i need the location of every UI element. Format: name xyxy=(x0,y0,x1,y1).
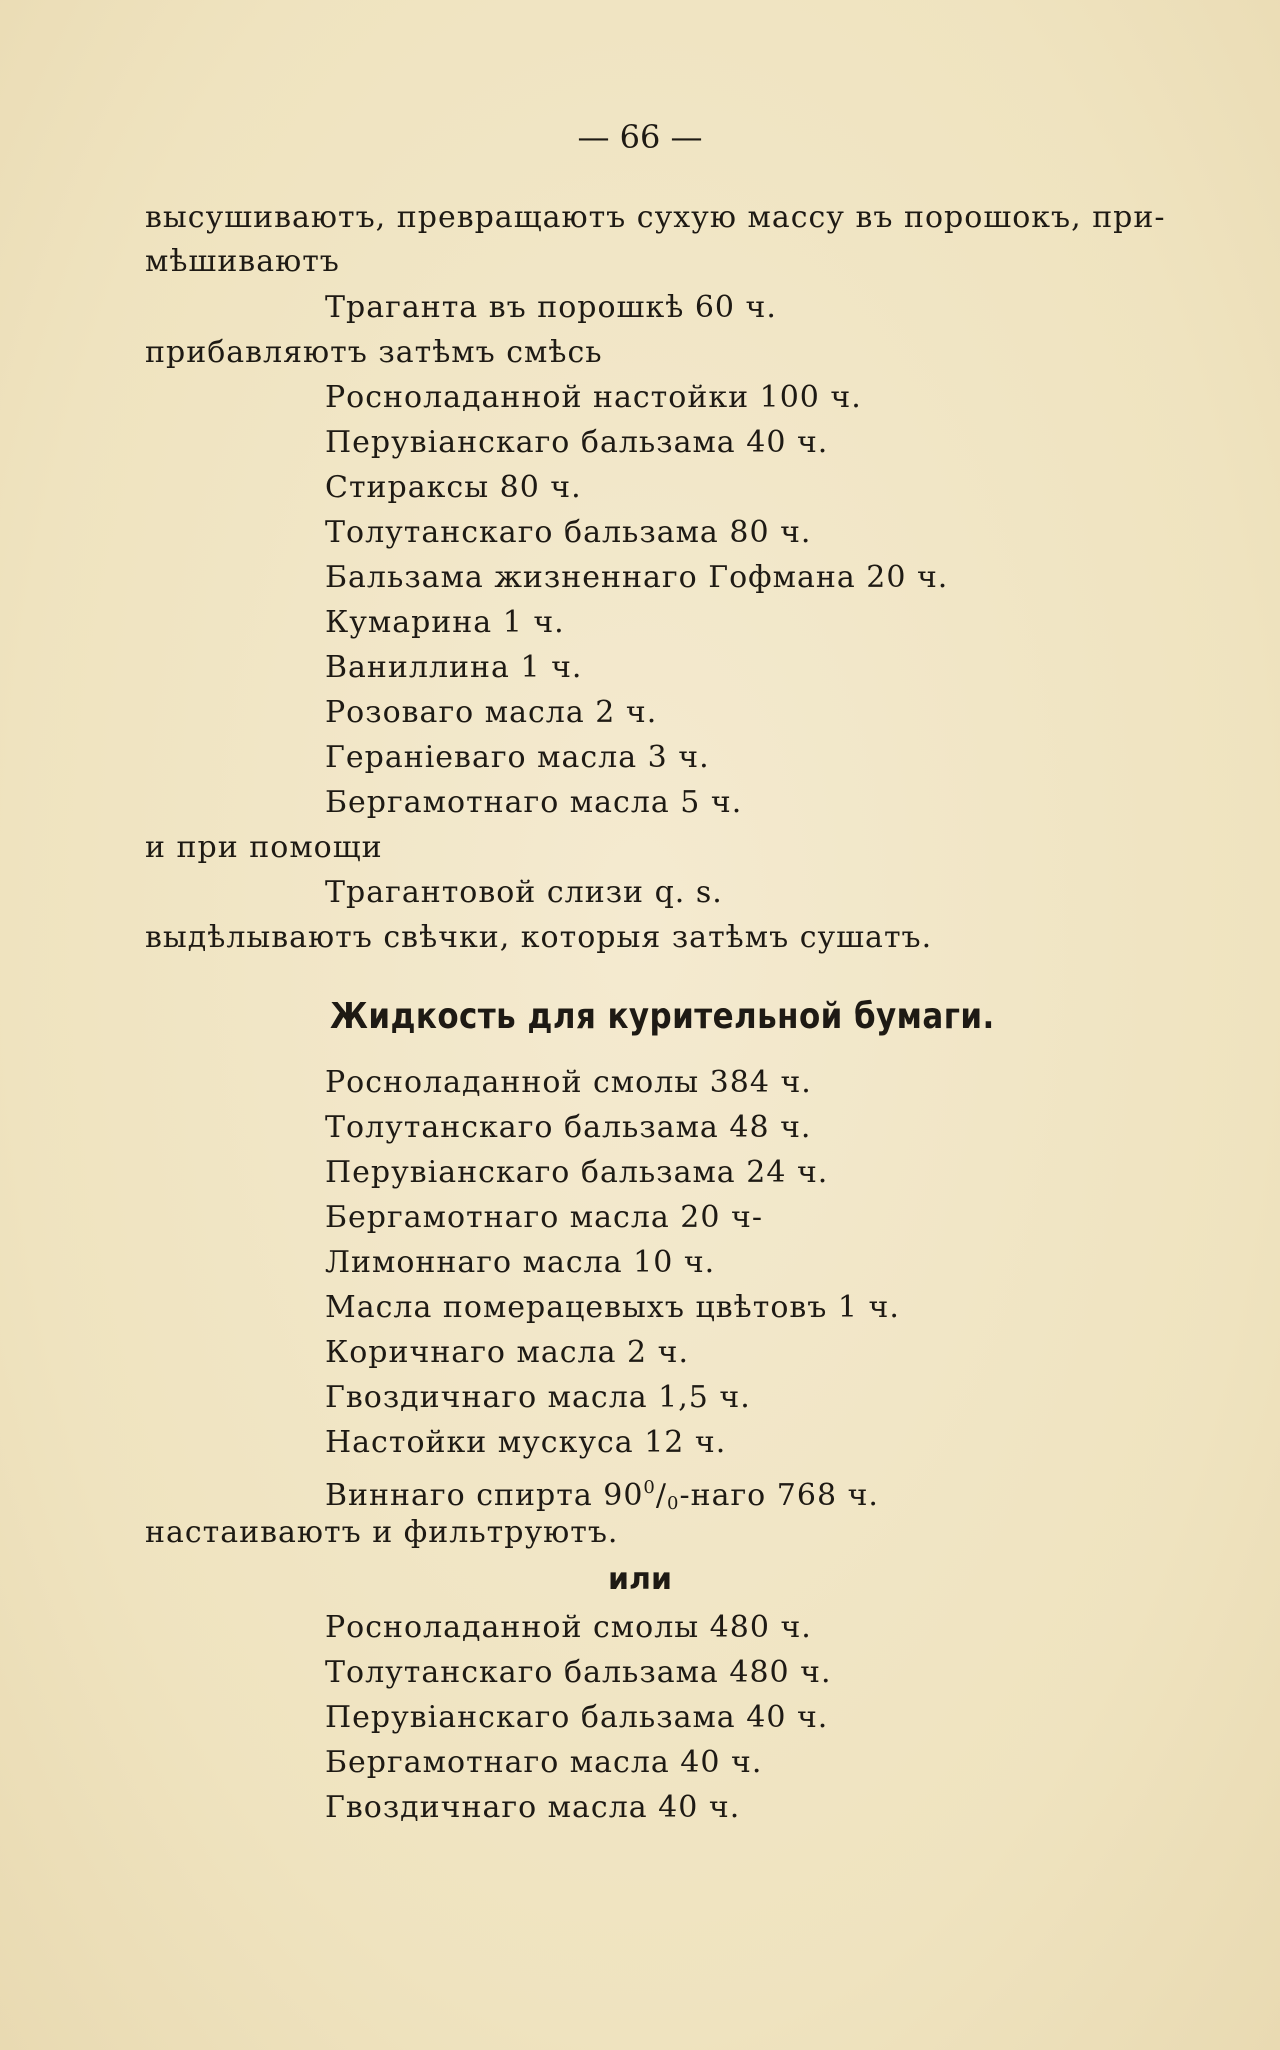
page-number: — 66 — xyxy=(577,118,703,156)
recipe-line: Масла померацевыхъ цвѣтовъ 1 ч. xyxy=(325,1290,900,1325)
recipe-line: Перувіанскаго бальзама 40 ч. xyxy=(325,1700,829,1735)
recipe-line: Толутанскаго бальзама 80 ч. xyxy=(325,515,812,550)
recipe-line: Росноладанной настойки 100 ч. xyxy=(325,380,862,415)
recipe-line: Толутанскаго бальзама 48 ч. xyxy=(325,1110,812,1145)
recipe-line: Бергамотнаго масла 20 ч- xyxy=(325,1200,763,1235)
text-line: мѣшиваютъ xyxy=(145,244,340,279)
or-divider: или xyxy=(607,1562,672,1597)
recipe-line: Перувіанскаго бальзама 24 ч. xyxy=(325,1155,829,1190)
recipe-line: Перувіанскаго бальзама 40 ч. xyxy=(325,425,829,460)
percent-sup: 0 xyxy=(643,1477,656,1498)
recipe-line: Настойки мускуса 12 ч. xyxy=(325,1425,727,1460)
percent-slash: / xyxy=(655,1478,667,1513)
recipe-line: Коричнаго масла 2 ч. xyxy=(325,1335,690,1370)
recipe-line: Ваниллина 1 ч. xyxy=(325,650,583,685)
recipe-line: Лимоннаго масла 10 ч. xyxy=(325,1245,716,1280)
recipe-line: Гвоздичнаго масла 40 ч. xyxy=(325,1790,741,1825)
recipe-line: Кумарина 1 ч. xyxy=(325,605,565,640)
spirit-prefix: Виннаго спирта 90 xyxy=(325,1478,644,1513)
text-line: настаиваютъ и фильтруютъ. xyxy=(145,1515,619,1550)
text-line: выдѣлываютъ свѣчки, которыя затѣмъ сушатъ. xyxy=(145,920,933,955)
recipe-line: Бергамотнаго масла 40 ч. xyxy=(325,1745,763,1780)
recipe-line: Траганта въ порошкѣ 60 ч. xyxy=(325,290,777,325)
recipe-line: Гераніеваго масла 3 ч. xyxy=(325,740,710,775)
recipe-line: Розоваго масла 2 ч. xyxy=(325,695,658,730)
recipe-line: Бальзама жизненнаго Гофмана 20 ч. xyxy=(325,560,949,595)
recipe-line: Росноладанной смолы 480 ч. xyxy=(325,1610,812,1645)
section-heading: Жидкость для курительной бумаги. xyxy=(330,996,995,1037)
spirit-suffix: -наго 768 ч. xyxy=(679,1478,879,1513)
recipe-line: Гвоздичнаго масла 1,5 ч. xyxy=(325,1380,751,1415)
recipe-line: Трагантовой слизи q. s. xyxy=(325,875,723,910)
recipe-line: Стираксы 80 ч. xyxy=(325,470,582,505)
recipe-line: Бергамотнаго масла 5 ч. xyxy=(325,785,743,820)
text-line: прибавляютъ затѣмъ смѣсь xyxy=(145,335,603,370)
text-line: и при помощи xyxy=(145,830,383,865)
text-line: высушиваютъ, превращаютъ сухую массу въ порошокъ, при- xyxy=(145,200,1166,235)
recipe-line: Толутанскаго бальзама 480 ч. xyxy=(325,1655,832,1690)
percent-sub: 0 xyxy=(666,1493,680,1514)
recipe-line: Росноладанной смолы 384 ч. xyxy=(325,1065,812,1100)
